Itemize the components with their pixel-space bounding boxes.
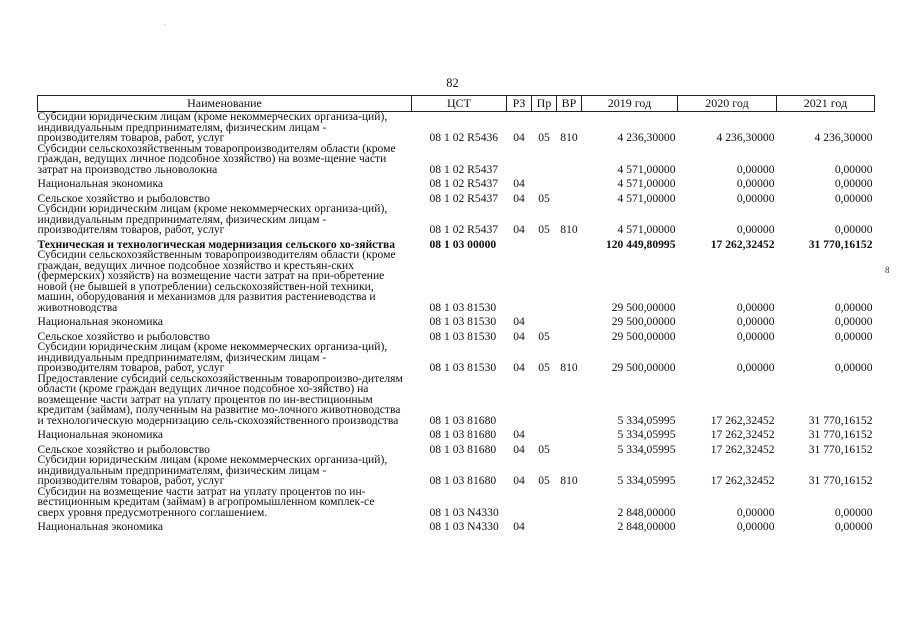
row-rz xyxy=(507,144,532,176)
row-2020: 0,00000 xyxy=(736,505,775,519)
row-vr: 810 xyxy=(560,131,578,144)
row-pr xyxy=(532,426,557,441)
row-2020: 17 262,32452 xyxy=(710,474,775,487)
row-csr: 08 1 03 N4330 xyxy=(429,505,499,519)
row-csr: 08 1 03 81530 xyxy=(429,329,497,343)
row-vr xyxy=(557,328,582,343)
row-2019: 4 571,00000 xyxy=(617,177,676,190)
table-row xyxy=(38,250,875,313)
row-csr: 08 1 03 81680 xyxy=(429,474,497,487)
row-vr xyxy=(557,441,582,456)
table-row xyxy=(38,144,875,176)
row-csr: 08 1 02 R5437 xyxy=(429,162,499,176)
row-rz: 04 xyxy=(513,223,525,236)
row-2021: 0,00000 xyxy=(834,361,873,374)
scan-artifact: · xyxy=(163,20,166,30)
row-name: Национальная экономика xyxy=(37,177,164,190)
row-vr xyxy=(557,313,582,328)
row-csr: 08 1 03 N4330 xyxy=(429,520,499,533)
row-name: Сельское хозяйство и рыболовство xyxy=(37,329,210,343)
table-row xyxy=(38,204,875,236)
row-2020: 0,00000 xyxy=(736,315,775,328)
row-pr xyxy=(532,236,557,251)
row-2021: 0,00000 xyxy=(834,505,873,519)
row-vr xyxy=(557,144,582,176)
row-2021: 31 770,16152 xyxy=(808,413,873,427)
row-2019: 29 500,00000 xyxy=(611,361,676,374)
table-row xyxy=(38,112,875,144)
row-csr: 08 1 03 81530 xyxy=(429,300,497,314)
header-2020: 2020 год xyxy=(678,96,777,112)
row-vr: 810 xyxy=(560,223,578,236)
row-name: Сельское хозяйство и рыболовство xyxy=(37,191,210,205)
row-2020: 0,00000 xyxy=(736,177,775,190)
row-pr xyxy=(532,518,557,533)
row-2021: 31 770,16152 xyxy=(808,442,873,456)
row-name: Субсидии сельскохозяйственным товаропроизводителям области (кроме граждан, ведущих личное подсобное хозяйство) на возме-щение части затрат на производство льноволокна xyxy=(37,141,396,176)
row-2019: 29 500,00000 xyxy=(611,300,676,314)
row-csr: 08 1 02 R5436 xyxy=(429,131,499,144)
header-2019: 2019 год xyxy=(582,96,678,112)
row-pr: 05 xyxy=(538,474,550,487)
row-rz: 04 xyxy=(513,131,525,144)
table-row xyxy=(38,342,875,374)
row-pr: 05 xyxy=(538,131,550,144)
row-2020: 0,00000 xyxy=(736,162,775,176)
row-2019: 2 848,00000 xyxy=(617,520,676,533)
row-pr: 05 xyxy=(538,442,550,456)
row-2021: 4 236,30000 xyxy=(814,131,873,144)
row-csr: 08 1 02 R5437 xyxy=(429,191,499,205)
row-2020: 17 262,32452 xyxy=(710,442,775,456)
row-2019: 5 334,05995 xyxy=(617,428,676,441)
row-pr xyxy=(532,487,557,519)
row-2020: 17 262,32452 xyxy=(710,428,775,441)
row-2021: 0,00000 xyxy=(834,191,873,205)
table-row xyxy=(38,455,875,487)
header-vr: ВР xyxy=(557,96,582,112)
row-vr: 810 xyxy=(560,361,578,374)
row-vr xyxy=(557,250,582,313)
row-2021: 0,00000 xyxy=(834,162,873,176)
table-row xyxy=(38,374,875,427)
row-rz: 04 xyxy=(513,191,525,205)
row-rz: 04 xyxy=(513,329,525,343)
row-2020: 0,00000 xyxy=(736,191,775,205)
row-vr xyxy=(557,426,582,441)
header-csr: ЦСТ xyxy=(412,96,507,112)
row-2020: 0,00000 xyxy=(736,329,775,343)
row-2019: 4 571,00000 xyxy=(617,162,676,176)
row-2019: 5 334,05995 xyxy=(617,413,676,427)
row-csr: 08 1 02 R5437 xyxy=(429,223,499,236)
row-csr: 08 1 02 R5437 xyxy=(429,177,499,190)
row-2019: 2 848,00000 xyxy=(617,505,676,519)
table-row xyxy=(38,426,875,441)
row-vr xyxy=(557,236,582,251)
row-2020: 0,00000 xyxy=(736,520,775,533)
row-2019: 29 500,00000 xyxy=(611,315,676,328)
budget-table xyxy=(37,95,875,533)
row-vr xyxy=(557,518,582,533)
row-2019: 4 236,30000 xyxy=(617,131,676,144)
row-2021: 0,00000 xyxy=(834,300,873,314)
row-2021: 0,00000 xyxy=(834,315,873,328)
header-2021: 2021 год xyxy=(777,96,875,112)
table-row xyxy=(38,518,875,533)
row-name: Предоставление субсидий сельскохозяйственным товаропроизво-дителям области (кроме граждан ведущих личное подсобное хо-зяйство) на возмещение части затрат на уплату процентов по ин-вестиционным кредитам (займам), полученным на развитие мо-лочного животноводства и технологическую модернизацию сель-скохозяйственного производства xyxy=(37,371,403,427)
row-pr xyxy=(532,144,557,176)
row-name: Национальная экономика xyxy=(37,428,164,441)
table-row xyxy=(38,313,875,328)
row-csr: 08 1 03 81680 xyxy=(429,428,497,441)
row-rz: 04 xyxy=(513,315,525,328)
row-pr xyxy=(532,313,557,328)
row-csr: 08 1 03 00000 xyxy=(429,237,497,251)
row-2021: 31 770,16152 xyxy=(808,237,873,251)
row-2019: 29 500,00000 xyxy=(611,329,676,343)
row-vr xyxy=(557,190,582,205)
row-pr xyxy=(532,175,557,190)
row-csr: 08 1 03 81530 xyxy=(429,361,497,374)
row-name: Национальная экономика xyxy=(37,315,164,328)
row-2021: 0,00000 xyxy=(834,520,873,533)
row-rz xyxy=(507,250,532,313)
row-name: Техническая и технологическая модернизация сельского хо-зяйства xyxy=(37,237,396,251)
row-2019: 4 571,00000 xyxy=(617,223,676,236)
row-2019: 5 334,05995 xyxy=(617,474,676,487)
row-name: Субсидии юридическим лицам (кроме некоммерческих организа-ций), индивидуальным предпринимателям, физическим лицам - производителям товаров, работ, услуг xyxy=(37,110,388,144)
row-2020: 0,00000 xyxy=(736,223,775,236)
row-2021: 31 770,16152 xyxy=(808,474,873,487)
row-rz: 04 xyxy=(513,442,525,456)
row-vr xyxy=(557,374,582,427)
row-rz xyxy=(507,374,532,427)
table-row xyxy=(38,175,875,190)
row-rz: 04 xyxy=(513,177,525,190)
row-2019: 5 334,05995 xyxy=(617,442,676,456)
row-vr xyxy=(557,175,582,190)
row-name: Субсидии юридическим лицам (кроме некоммерческих организа-ций), индивидуальным предпринимателям, физическим лицам - производителям товаров, работ, услуг xyxy=(37,340,388,374)
row-name: Субсидии юридическим лицам (кроме некоммерческих организа-ций), индивидуальным предпринимателям, физическим лицам - производителям товаров, работ, услуг xyxy=(37,453,388,487)
row-csr: 08 1 03 81680 xyxy=(429,413,497,427)
row-name: Субсидии сельскохозяйственным товаропроизводителям области (кроме граждан, ведущих личное подсобное хозяйство и крестьян-ских (фермерских) хозяйств) на возмещение части затрат на при-обретение новой (не бывшей в употреблении) сельскохозяйствен-ной техники, машин, оборудования и механизмов для развития растениеводства и животноводства xyxy=(37,248,396,314)
table-row xyxy=(38,487,875,519)
row-vr: 810 xyxy=(560,474,578,487)
row-2020: 0,00000 xyxy=(736,361,775,374)
row-2020: 4 236,30000 xyxy=(716,131,775,144)
row-2019: 4 571,00000 xyxy=(617,191,676,205)
row-rz xyxy=(507,487,532,519)
row-pr: 05 xyxy=(538,191,550,205)
row-rz: 04 xyxy=(513,520,525,533)
row-csr: 08 1 03 81680 xyxy=(429,442,497,456)
row-pr: 05 xyxy=(538,361,550,374)
row-pr: 05 xyxy=(538,329,550,343)
header-name: Наименование xyxy=(38,96,412,112)
row-2021: 0,00000 xyxy=(834,223,873,236)
row-name: Субсидии на возмещение части затрат на уплату процентов по ин-вестиционным кредитам (займам) в агропромышленном комплек-се сверх уровня предусмотренного соглашением. xyxy=(37,484,375,519)
row-name: Национальная экономика xyxy=(37,520,164,533)
row-2020: 17 262,32452 xyxy=(710,237,775,251)
row-rz: 04 xyxy=(513,474,525,487)
row-vr xyxy=(557,487,582,519)
row-pr xyxy=(532,374,557,427)
page-number: 82 xyxy=(446,76,459,90)
row-rz: 04 xyxy=(513,428,525,441)
row-2021: 31 770,16152 xyxy=(808,428,873,441)
row-2019: 120 449,80995 xyxy=(605,237,676,251)
row-pr xyxy=(532,250,557,313)
header-rz: РЗ xyxy=(507,96,532,112)
margin-mark: 8 xyxy=(885,265,890,275)
row-2021: 0,00000 xyxy=(834,329,873,343)
row-2020: 17 262,32452 xyxy=(710,413,775,427)
row-csr: 08 1 03 81530 xyxy=(429,315,497,328)
table-body xyxy=(38,112,875,533)
row-2021: 0,00000 xyxy=(834,177,873,190)
row-name: Сельское хозяйство и рыболовство xyxy=(37,442,210,456)
row-rz xyxy=(507,236,532,251)
row-rz: 04 xyxy=(513,361,525,374)
row-name: Субсидии юридическим лицам (кроме некоммерческих организа-ций), индивидуальным предпринимателям, физическим лицам - производителям товаров, работ, услуг xyxy=(37,202,388,236)
row-pr: 05 xyxy=(538,223,550,236)
header-pr: Пр xyxy=(532,96,557,112)
row-2020: 0,00000 xyxy=(736,300,775,314)
